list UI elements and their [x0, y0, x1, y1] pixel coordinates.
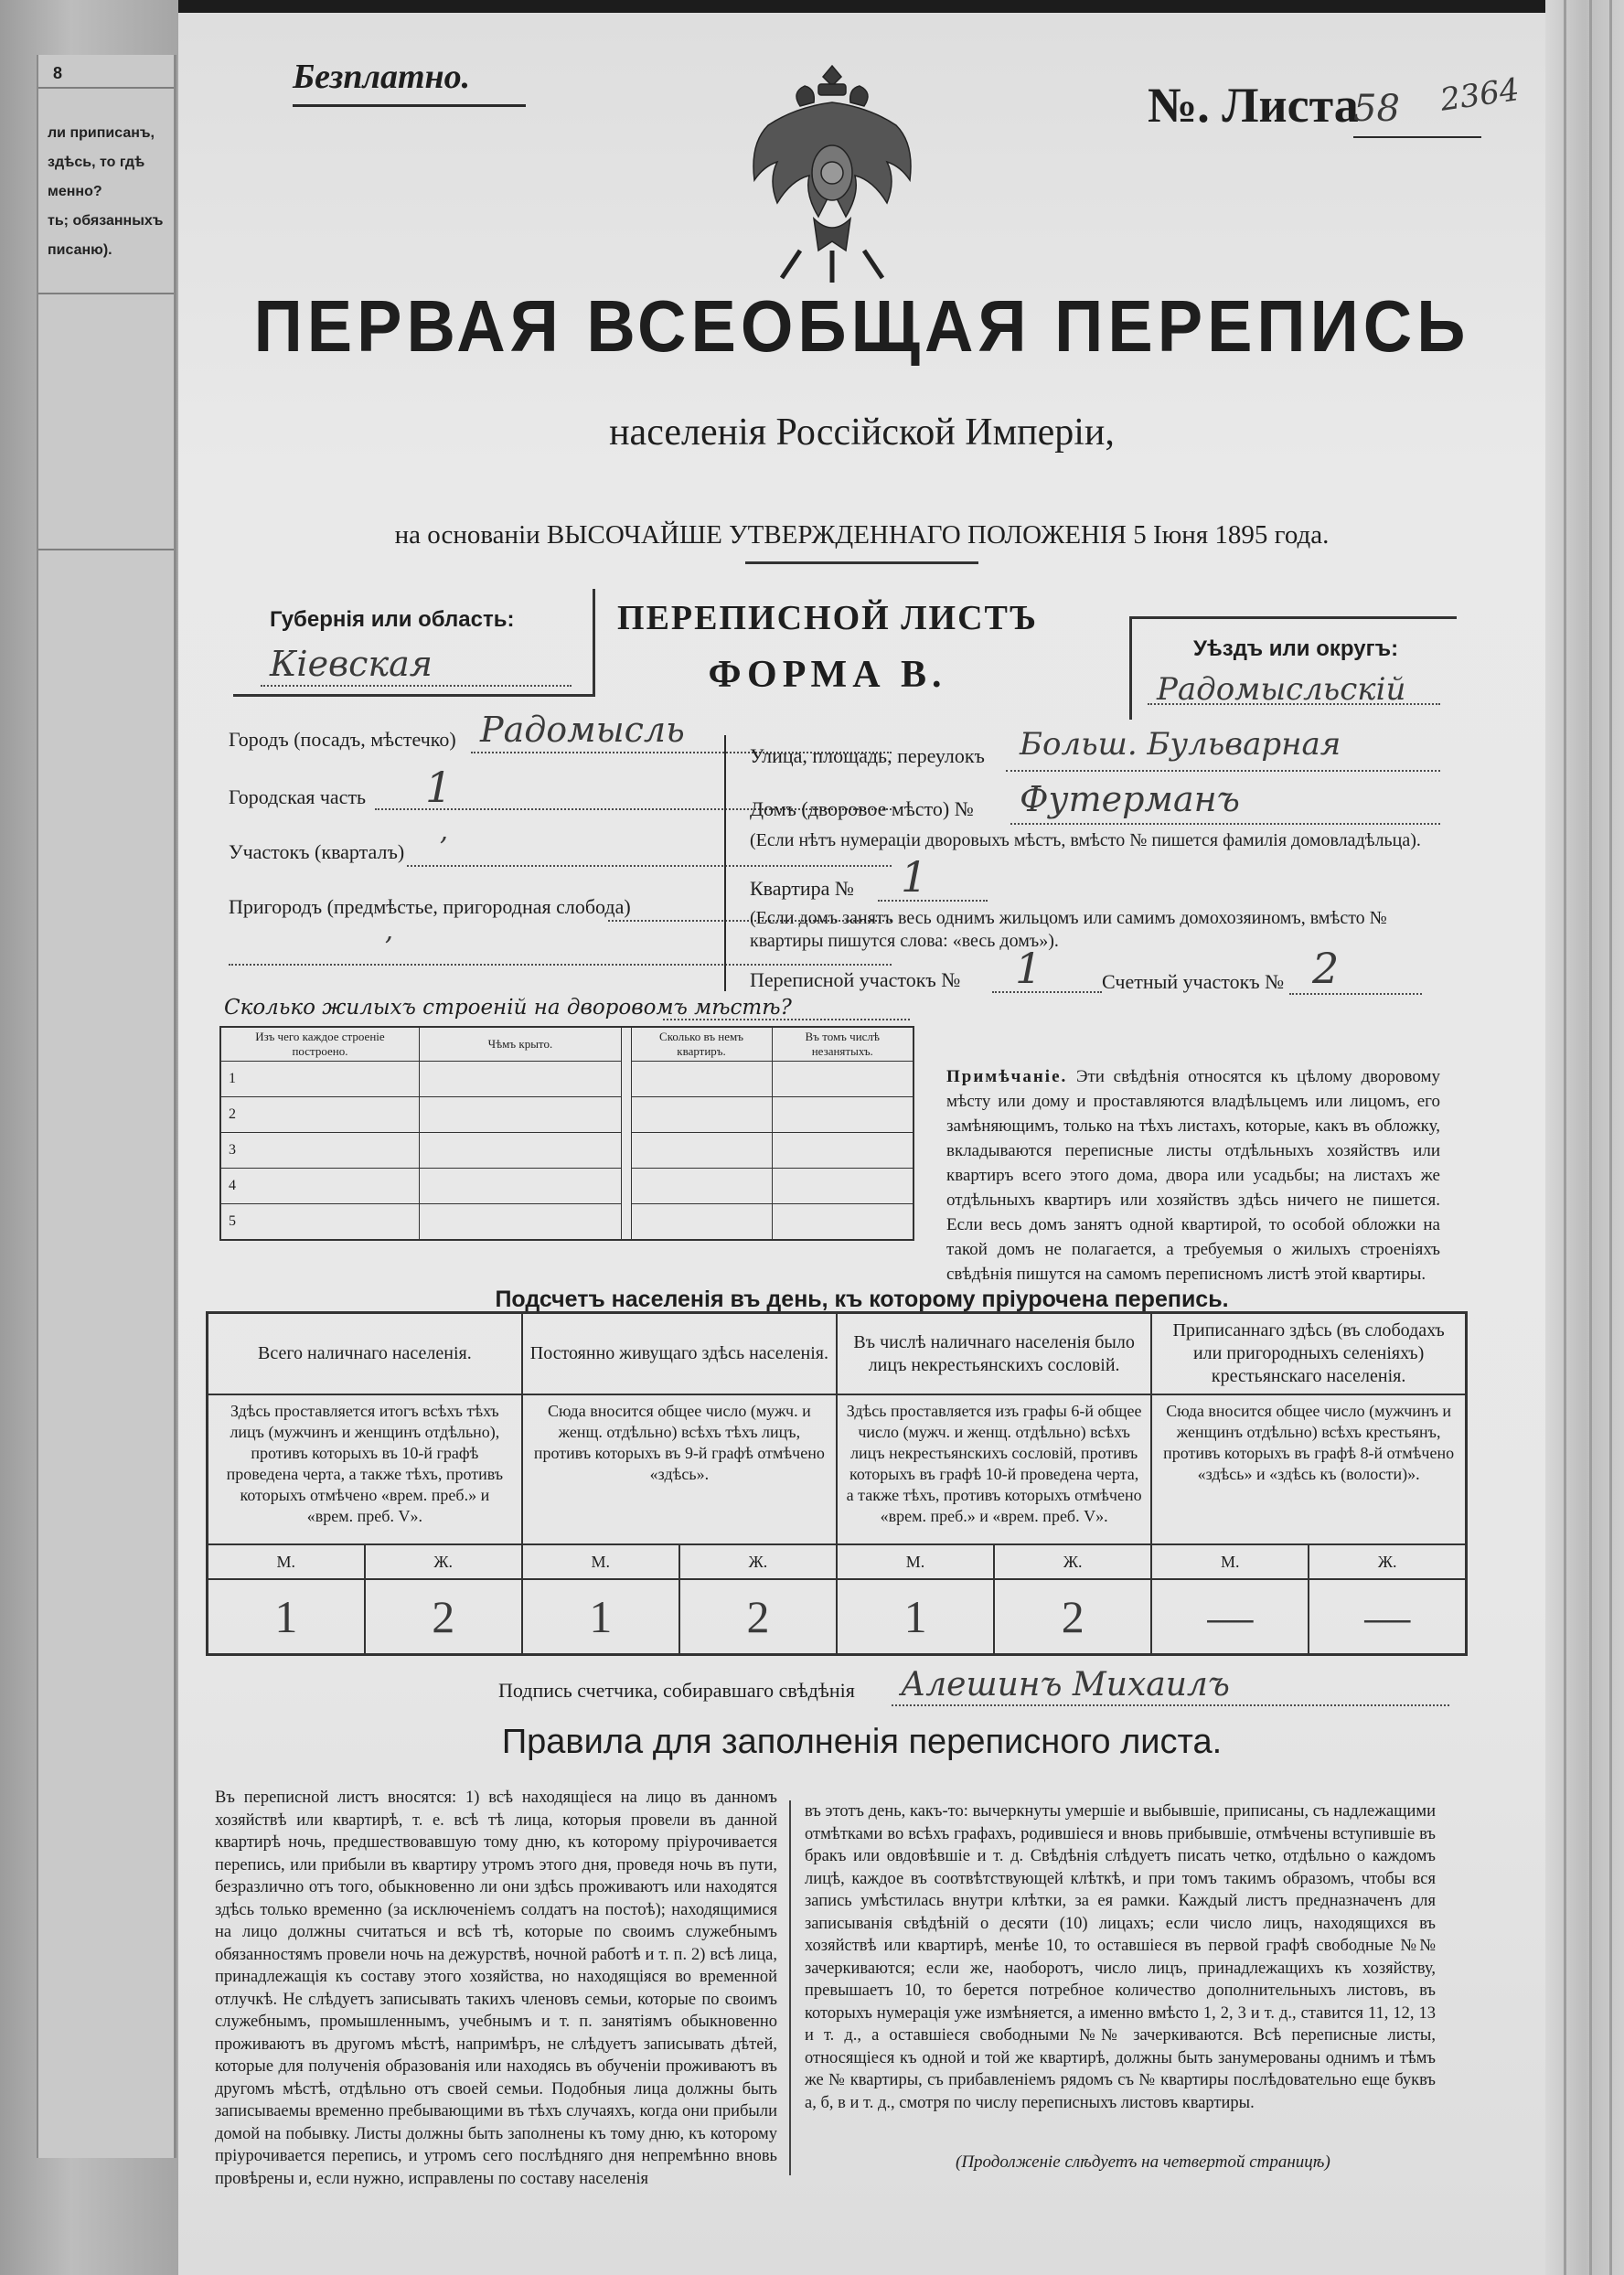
city-part-label: Городская часть — [229, 785, 367, 808]
street-value: Больш. Бульварная — [1020, 726, 1341, 763]
apartment-note: (Если домъ занятъ весь однимъ жильцомъ или самимъ домохозяиномъ, вмѣсто № квартиры пишутся слова: «весь домъ»). — [750, 908, 1387, 951]
counting-area-value: 2 — [1312, 944, 1340, 993]
adjacent-page-text: ли приписанъ, здѣсь, то гдѣ менно? ть; обязанныхъ писаню). — [48, 125, 164, 258]
gubernia-label: Губернія или область: — [270, 607, 515, 632]
enumerator-signature: Алешинъ Михаилъ — [901, 1666, 1230, 1704]
adjacent-page-stub — [37, 55, 176, 2158]
city-part-value: 1 — [425, 763, 453, 812]
sheet-number-label: №. Листа — [1148, 78, 1359, 133]
note-block — [946, 1064, 1440, 1287]
cat-peasant: Приписаннаго здѣсь (въ слободахъ или пригородныхъ селеніяхъ) крестьянскаго населенія. — [1151, 1313, 1466, 1395]
apartment-label: Квартира № — [750, 877, 854, 900]
women-header: Ж. — [679, 1544, 837, 1579]
uchastok-label: Участокъ (кварталъ) — [229, 840, 405, 863]
form-title: ПЕРЕПИСНОЙ ЛИСТЪ — [617, 599, 1038, 637]
form-letter: ФОРМА В. — [708, 654, 947, 696]
non-peasant-women-value: 2 — [994, 1579, 1151, 1655]
present-women-value: 2 — [365, 1579, 522, 1655]
peasant-women-value: — — [1309, 1579, 1466, 1655]
rules-column-divider — [789, 1800, 791, 2175]
scan-top-edge — [0, 0, 1624, 13]
buildings-question: Сколько жилыхъ строеній на дворовомъ мѣстѣ? — [224, 996, 792, 1020]
prigorod-label: Пригородъ (предмѣстье, пригородная слобода) — [229, 895, 631, 918]
women-header: Ж. — [994, 1544, 1151, 1579]
house-value: Футерманъ — [1020, 779, 1240, 819]
population-count-table: Всего наличнаго населенія. Постоянно живущаго здѣсь населенія. Въ числѣ наличнаго населенія было лицъ некрестьянскихъ сословій. Приписаннаго здѣсь (въ слободахъ или пригородныхъ селеніяхъ) крестьянскаго населенія. Здѣсь проставляется итогъ всѣхъ тѣхъ лицъ (мужчинъ и женщинъ отдѣльно), противъ которыхъ въ 10-й графѣ проведена черта, а также тѣхъ, противъ которыхъ отмѣчено «врем. преб.» и «врем. преб. V». Сюда вносится общее число (мужч. и женщ. отдѣльно) всѣхъ тѣхъ лицъ, противъ которыхъ въ 9-й графѣ отмѣчено «здѣсь». Здѣсь проставляется изъ графы 6-й общее число (мужч. и женщ. отдѣльно) всѣхъ лицъ некрестьянскихъ сословій, противъ которыхъ въ графѣ 10-й проведена черта, а также тѣхъ, противъ которыхъ отмѣчено «врем. преб.» и «врем. преб. V». Сюда вносится общее число (мужчинъ и женщинъ отдѣльно) всѣхъ крестьянъ, противъ которыхъ въ графѣ 8-й отмѣчено «здѣсь» и «здѣсь къ (волости)». М. Ж. М. Ж. М. Ж. М. Ж. 1 2 1 2 1 2 — — — [206, 1311, 1468, 1656]
col-roof: Чѣмъ крыто. — [419, 1027, 621, 1062]
present-men-value: 1 — [208, 1579, 365, 1655]
counting-area-label: Счетный участокъ № — [1102, 970, 1285, 993]
binding-edge — [1545, 0, 1624, 2275]
col-apartments: Сколько въ немъ квартиръ. — [631, 1027, 772, 1062]
col-material: Изъ чего каждое строеніе построено. — [220, 1027, 419, 1062]
adjacent-page-number: 8 — [53, 64, 63, 82]
peasant-men-value: — — [1151, 1579, 1309, 1655]
rules-heading: Правила для заполненія переписного листа. — [501, 1723, 1223, 1761]
census-subtitle: населенія Россійской Имперіи, — [609, 411, 1115, 454]
rules-continued-note: (Продолженіе слѣдуетъ на четвертой страницѣ) — [956, 2152, 1330, 2172]
uezd-value: Радомысльскій — [1157, 671, 1406, 708]
women-header: Ж. — [365, 1544, 522, 1579]
enumerator-signature-label: Подпись счетчика, собиравшаго свѣдѣнія — [498, 1679, 855, 1702]
city-value: Радомысль — [480, 710, 685, 750]
permanent-women-value: 2 — [679, 1579, 837, 1655]
house-note: (Если нѣтъ нумераціи дворовыхъ мѣстъ, вмѣсто № пишется фамилія домовладѣльца). — [750, 830, 1421, 850]
gubernia-value: Кіевская — [270, 644, 433, 684]
adjacent-page — [0, 0, 178, 2275]
rules-right-column: въ этотъ день, какъ-то: вычеркнуты умершіе и выбывшіе, приписаны, съ надлежащими отмѣтками во всѣхъ графахъ, родившіеся и вновь прибывшіе, отмѣчены вступившіе въ бракъ или овдовѣвшіе и т. д. Свѣдѣнія слѣдуетъ писать четко, отдѣльно о каждомъ лицѣ, каждое въ соотвѣтствующей клѣткѣ, и при томъ такимъ образомъ, чтобы вся запись умѣстилась внутри клѣтки, за ея рамки. Каждый листъ предназначенъ для записыванія свѣдѣній о десяти (10) лицахъ; если число лицъ, находящихся въ хозяйствѣ или квартирѣ, менѣе 10, то оставшіеся въ первой графѣ свободные №№ зачеркиваются; если же, наоборотъ, число лицъ, принадлежащихъ къ хозяйству, превышаетъ 10, то берется потребное количество дополнительныхъ листовъ, въ которыхъ нумерація уже измѣняется, а именно вмѣсто 1, 2, 3 и т. д., ставится 11, 12, 13 и т. д., а оставшіеся свободными №№ зачеркиваются. Всѣ переписные листы, относящіеся къ одной и той же квартирѣ, должны быть занумерованы однимъ и тѣмъ же № квартиры, съ прибавленіемъ рядомъ съ № квартиры послѣдовательно еще буквъ а, б, в и т. д., смотря по числу переписныхъ листовъ квартиры. — [805, 1802, 1436, 2112]
rules-left-column: Въ переписной листъ вносятся: 1) всѣ находящіеся на лицо въ данномъ хозяйствѣ или квартирѣ, т. е. всѣ тѣ лица, которыя провели въ данной квартирѣ ночь, предшествовавшую тому дню, къ которому пріурочивается перепись, или прибыли въ квартиру утромъ этого дня, проведя ночь въ пути, безразлично отъ того, обыкновенно ли они здѣсь проживаютъ или находятся здѣсь только временно (за исключеніемъ солдатъ на постоѣ); находящимися на лицо должны считаться и всѣ тѣ, которые по своимъ служебнымъ обязанностямъ провели ночь на дежурствѣ, ночной работѣ и т. п. 2) всѣ лица, принадлежащія къ составу этого хозяйства, но находящіяся во временной отлучкѣ. Не слѣдуетъ записывать такихъ членовъ семьи, которые по своимъ служебнымъ, промышленнымъ, учебнымъ и т. п. занятіямъ обыкновенно проживаютъ въ другомъ мѣстѣ, напримѣръ, не слѣдуетъ записывать дѣтей, которые для полученія образованія или находясь въ обученіи проживаютъ въ другомъ мѣстѣ, отдѣльно отъ своей семьи. Подобныя лица должны быть записываемы временно пребывающими въ тѣхъ случаяхъ, когда они прибыли домой на побывку. Листы должны быть заполнены къ тому дню, къ которому пріурочивается перепись, и утромъ сего послѣдняго дня непремѣнно вновь провѣрены и, если нужно, исправлены по составу населенія — [215, 1789, 777, 2188]
archive-number: 2364 — [1437, 71, 1522, 119]
table-row: 5 — [220, 1204, 914, 1241]
table-row: 3 — [220, 1133, 914, 1169]
free-label: Безплатно. — [293, 58, 471, 96]
uchastok-value: ’ — [439, 832, 448, 864]
imperial-eagle-icon — [745, 59, 919, 287]
census-area-value: 1 — [1015, 944, 1042, 993]
census-area-label: Переписной участокъ № — [750, 968, 961, 991]
population-count-heading: Подсчетъ населенія въ день, къ которому пріурочена перепись. — [495, 1287, 1229, 1312]
non-peasant-men-value: 1 — [837, 1579, 994, 1655]
census-sheet — [178, 13, 1545, 2275]
uezd-label: Уѣздъ или округъ: — [1193, 636, 1399, 661]
permanent-men-value: 1 — [522, 1579, 679, 1655]
census-title: ПЕРВАЯ ВСЕОБЩАЯ ПЕРЕПИСЬ — [253, 284, 1470, 368]
buildings-table — [219, 1026, 914, 1241]
sheet-number-value: 58 — [1353, 88, 1400, 130]
men-header: М. — [522, 1544, 679, 1579]
cat-non-peasant: Въ числѣ наличнаго населенія было лицъ некрестьянскихъ сословій. — [837, 1313, 1151, 1395]
city-label: Городъ (посадъ, мѣстечко) — [229, 728, 456, 751]
women-header: Ж. — [1309, 1544, 1466, 1579]
note-title: Примѣчаніе. — [946, 1067, 1068, 1086]
table-row: 4 — [220, 1169, 914, 1204]
table-row: 2 — [220, 1097, 914, 1133]
title-divider — [745, 561, 978, 564]
apartment-value: 1 — [901, 852, 928, 902]
legal-basis-line: на основаніи ВЫСОЧАЙШЕ УТВЕРЖДЕННАГО ПОЛОЖЕНІЯ 5 Іюня 1895 года. — [394, 520, 1330, 550]
cat-present: Всего наличнаго населенія. — [208, 1313, 522, 1395]
men-header: М. — [1151, 1544, 1309, 1579]
house-label: Домъ (дворовое мѣсто) № — [750, 797, 974, 820]
men-header: М. — [208, 1544, 365, 1579]
street-label: Улица, площадь, переулокъ — [750, 744, 985, 767]
prigorod-value: ’ — [384, 932, 393, 964]
cat-permanent: Постоянно живущаго здѣсь населенія. — [522, 1313, 837, 1395]
note-text: Эти свѣдѣнія относятся къ цѣлому дворовому мѣсту или дому и проставляются владѣльцемъ или лицомъ, его замѣняющимъ, только на тѣхъ листахъ, которые, какъ въ обложку, вкладываются переписные листы отдѣльныхъ хозяйствъ или квартиръ всего этого дома, двора или усадьбы; на листахъ же отдѣльныхъ квартиръ или хозяйствъ здѣсь ничего не пишется. Если весь домъ занятъ одной квартирой, то особой обложки на такой домъ не полагается, а требуемыя о жилыхъ строеніяхъ свѣдѣнія пишутся на самомъ переписномъ листѣ этой квартиры. — [946, 1067, 1440, 1284]
col-vacant: Въ томъ числѣ незанятыхъ. — [772, 1027, 914, 1062]
table-row: 1 — [220, 1062, 914, 1097]
men-header: М. — [837, 1544, 994, 1579]
